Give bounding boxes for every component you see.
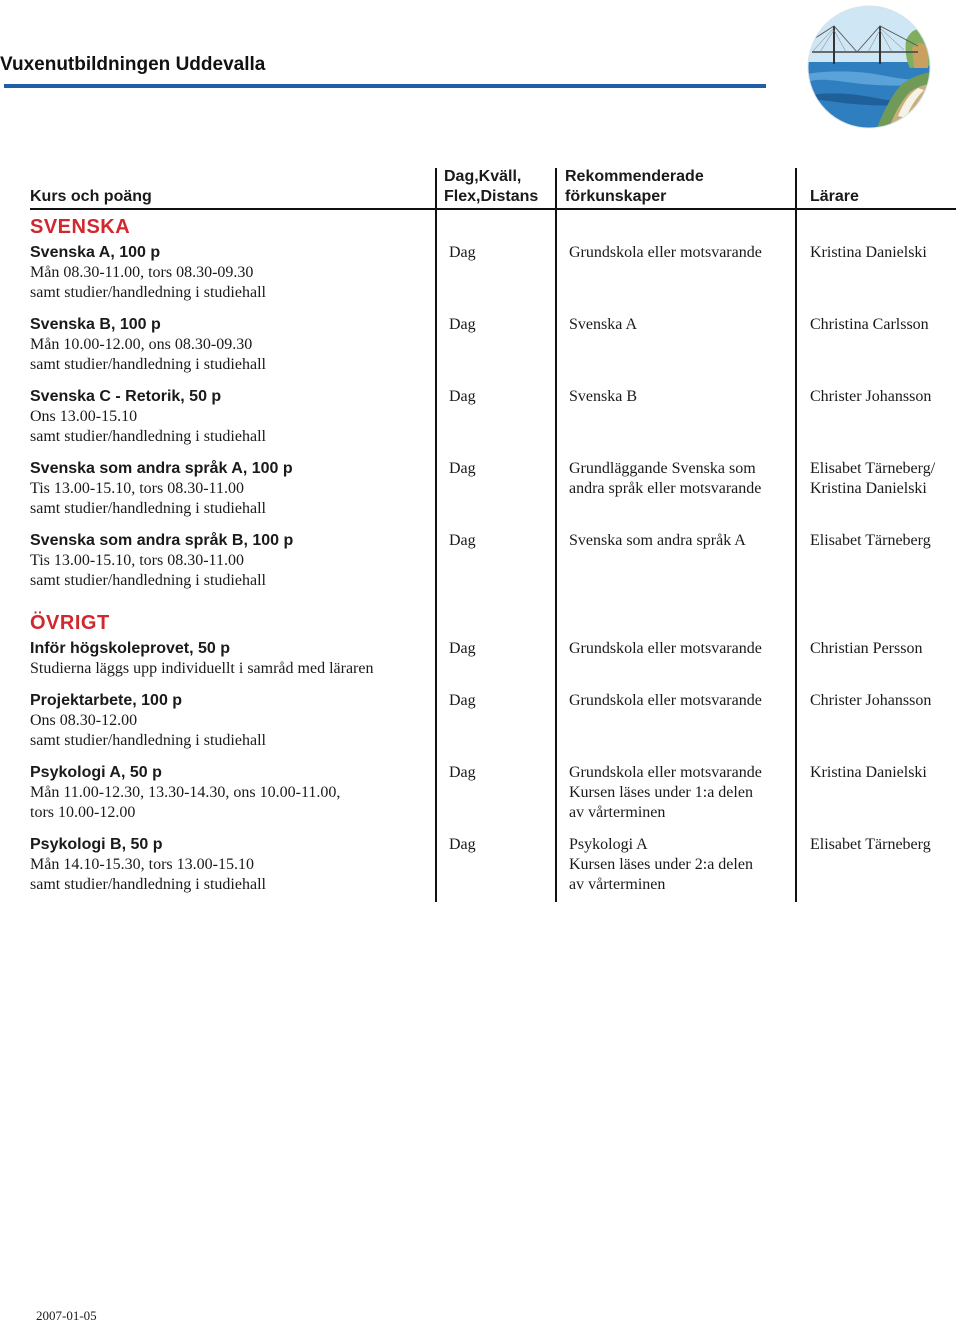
schedule-type-cell	[449, 459, 549, 479]
course-cell	[30, 763, 430, 823]
schedule-type-cell	[449, 531, 549, 551]
course-cell	[30, 387, 430, 447]
prerequisite-line: Grundskola eller motsvarande	[569, 640, 762, 657]
column-header-schedule-line-1: Dag,Kväll,	[444, 168, 522, 185]
teacher-cell	[810, 639, 960, 659]
column-header-prerequisites-line-1: Rekommenderade	[565, 168, 704, 185]
schedule-type: Dag	[449, 692, 476, 709]
course-schedule-detail: samt studier/handledning i studiehall	[30, 732, 266, 749]
schedule-type-cell	[449, 763, 549, 783]
course-name: Psykologi B, 50 p	[30, 836, 163, 853]
column-header-course-line: Kurs och poäng	[30, 188, 152, 205]
prerequisite-line: Kursen läses under 2:a delen	[569, 856, 753, 873]
prerequisite-line: av vårterminen	[569, 876, 666, 893]
schedule-type-cell	[449, 387, 549, 407]
course-cell	[30, 315, 430, 375]
teacher-name: Kristina Danielski	[810, 480, 927, 497]
course-cell	[30, 531, 430, 591]
schedule-type: Dag	[449, 764, 476, 781]
course-schedule-detail: Tis 13.00-15.10, tors 08.30-11.00	[30, 480, 244, 497]
header-rule	[4, 84, 766, 88]
prerequisites-cell	[569, 763, 794, 823]
schedule-type: Dag	[449, 316, 476, 333]
prerequisite-line: Grundskola eller motsvarande	[569, 764, 762, 781]
teacher-name: Elisabet Tärneberg/	[810, 460, 936, 477]
teacher-cell	[810, 691, 960, 711]
organization-title: Vuxenutbildningen Uddevalla	[0, 54, 266, 75]
course-schedule-detail: Mån 10.00-12.00, ons 08.30-09.30	[30, 336, 253, 353]
column-header-schedule-line-2: Flex,Distans	[444, 188, 539, 205]
course-schedule-detail: samt studier/handledning i studiehall	[30, 876, 266, 893]
course-name: Inför högskoleprovet, 50 p	[30, 640, 231, 657]
teacher-name: Christer Johansson	[810, 692, 932, 709]
course-name: Svenska som andra språk A, 100 p	[30, 460, 293, 477]
schedule-type-cell	[449, 315, 549, 335]
course-cell	[30, 835, 430, 895]
course-cell	[30, 691, 430, 751]
schedule-type: Dag	[449, 640, 476, 657]
column-header-prerequisites	[565, 167, 704, 207]
schedule-type-cell	[449, 639, 549, 659]
course-name: Svenska B, 100 p	[30, 316, 161, 333]
course-schedule-detail: Mån 11.00-12.30, 13.30-14.30, ons 10.00-11.00,	[30, 784, 341, 801]
prerequisites-cell	[569, 835, 794, 895]
prerequisites-cell	[569, 243, 794, 263]
schedule-type: Dag	[449, 244, 476, 261]
schedule-type: Dag	[449, 388, 476, 405]
course-schedule-detail: samt studier/handledning i studiehall	[30, 284, 266, 301]
course-name: Projektarbete, 100 p	[30, 692, 183, 709]
teacher-name: Christer Johansson	[810, 388, 932, 405]
table-header-rule	[30, 208, 956, 210]
prerequisite-line: av vårterminen	[569, 804, 666, 821]
column-divider	[795, 168, 797, 902]
teacher-cell	[810, 459, 960, 499]
course-schedule-detail: Mån 08.30-11.00, tors 08.30-09.30	[30, 264, 254, 281]
column-header-teacher-line: Lärare	[810, 188, 859, 205]
prerequisites-cell	[569, 387, 794, 407]
schedule-type: Dag	[449, 460, 476, 477]
prerequisite-line: Kursen läses under 1:a delen	[569, 784, 753, 801]
column-header-schedule-type	[444, 167, 538, 207]
teacher-cell	[810, 243, 960, 263]
column-divider	[555, 168, 557, 902]
teacher-name: Kristina Danielski	[810, 244, 927, 261]
course-schedule-detail: Ons 13.00-15.10	[30, 408, 138, 425]
prerequisite-line: andra språk eller motsvarande	[569, 480, 762, 497]
prerequisite-line: Grundskola eller motsvarande	[569, 244, 762, 261]
teacher-cell	[810, 387, 960, 407]
course-schedule-detail: Ons 08.30-12.00	[30, 712, 138, 729]
course-name: Svenska C - Retorik, 50 p	[30, 388, 222, 405]
footer-date: 2007-01-05	[36, 1308, 97, 1323]
schedule-type-cell	[449, 243, 549, 263]
prerequisites-cell	[569, 691, 794, 711]
teacher-name: Christian Persson	[810, 640, 923, 657]
prerequisite-line: Svenska som andra språk A	[569, 532, 746, 549]
column-header-teacher	[810, 187, 859, 207]
prerequisites-cell	[569, 639, 794, 659]
prerequisites-cell	[569, 531, 794, 551]
prerequisites-cell	[569, 315, 794, 335]
prerequisite-line: Grundläggande Svenska som	[569, 460, 756, 477]
course-name: Svenska som andra språk B, 100 p	[30, 532, 294, 549]
column-header-course	[30, 187, 152, 207]
course-name: Psykologi A, 50 p	[30, 764, 162, 781]
bridge-illustration-logo	[806, 4, 932, 130]
course-schedule-detail: Studierna läggs upp individuellt i samråd med läraren	[30, 660, 374, 677]
schedule-type: Dag	[449, 532, 476, 549]
section-title: SVENSKA	[30, 216, 131, 238]
schedule-type-cell	[449, 835, 549, 855]
teacher-cell	[810, 315, 960, 335]
course-schedule-detail: samt studier/handledning i studiehall	[30, 428, 266, 445]
course-schedule-detail: samt studier/handledning i studiehall	[30, 356, 266, 373]
teacher-name: Christina Carlsson	[810, 316, 929, 333]
schedule-type: Dag	[449, 836, 476, 853]
prerequisite-line: Grundskola eller motsvarande	[569, 692, 762, 709]
course-schedule-detail: samt studier/handledning i studiehall	[30, 572, 266, 589]
course-cell	[30, 639, 430, 679]
prerequisite-line: Psykologi A	[569, 836, 648, 853]
teacher-cell	[810, 835, 960, 855]
prerequisite-line: Svenska B	[569, 388, 637, 405]
teacher-name: Elisabet Tärneberg	[810, 532, 931, 549]
section-title: ÖVRIGT	[30, 612, 110, 634]
course-schedule-detail: Tis 13.00-15.10, tors 08.30-11.00	[30, 552, 244, 569]
column-header-prerequisites-line-2: förkunskaper	[565, 188, 667, 205]
course-schedule-detail: samt studier/handledning i studiehall	[30, 500, 266, 517]
course-schedule-detail: tors 10.00-12.00	[30, 804, 136, 821]
teacher-name: Kristina Danielski	[810, 764, 927, 781]
teacher-name: Elisabet Tärneberg	[810, 836, 931, 853]
course-cell	[30, 459, 430, 519]
course-cell	[30, 243, 430, 303]
course-name: Svenska A, 100 p	[30, 244, 161, 261]
course-schedule-detail: Mån 14.10-15.30, tors 13.00-15.10	[30, 856, 254, 873]
prerequisites-cell	[569, 459, 794, 499]
column-divider	[435, 168, 437, 902]
teacher-cell	[810, 531, 960, 551]
schedule-type-cell	[449, 691, 549, 711]
prerequisite-line: Svenska A	[569, 316, 637, 333]
teacher-cell	[810, 763, 960, 783]
